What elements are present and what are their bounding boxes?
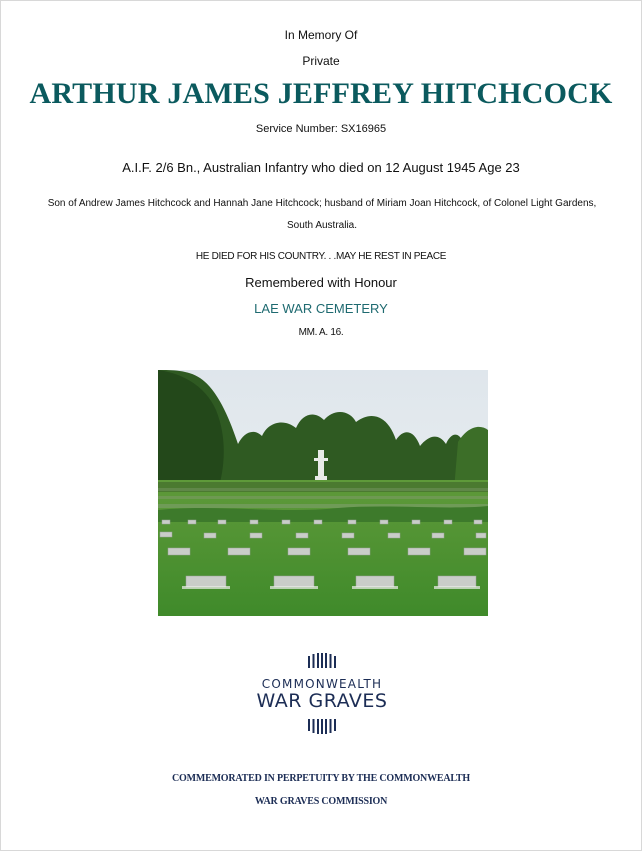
casualty-name: ARTHUR JAMES JEFFREY HITCHCOCK <box>29 77 613 110</box>
service-number: Service Number: SX16965 <box>255 123 387 135</box>
inscription: HE DIED FOR HIS COUNTRY. . .MAY HE REST IN PEACE <box>195 251 447 262</box>
logo-text-commonwealth: COMMONWEALTH <box>261 677 383 691</box>
in-memory-heading: In Memory Of <box>284 28 358 42</box>
cemetery-photo <box>158 370 488 616</box>
logo-text-war-graves: WAR GRAVES <box>256 690 388 712</box>
unit-and-death: A.I.F. 2/6 Bn., Australian Infantry who died on 12 August 1945 Age 23 <box>122 160 520 175</box>
footer-line-1: COMMEMORATED IN PERPETUITY BY THE COMMONWEALTH <box>172 773 470 784</box>
remembered-with-honour: Remembered with Honour <box>245 275 397 290</box>
footer-line-2: WAR GRAVES COMMISSION <box>254 796 388 807</box>
family-details: Son of Andrew James Hitchcock and Hannah Jane Hitchcock; husband of Miriam Joan Hitchcock, of Colonel Light Gardens, South Australia. <box>47 198 597 231</box>
grave-reference: MM. A. 16. <box>298 327 344 338</box>
rank: Private <box>302 54 340 68</box>
cemetery-name: LAE WAR CEMETERY <box>254 301 388 316</box>
